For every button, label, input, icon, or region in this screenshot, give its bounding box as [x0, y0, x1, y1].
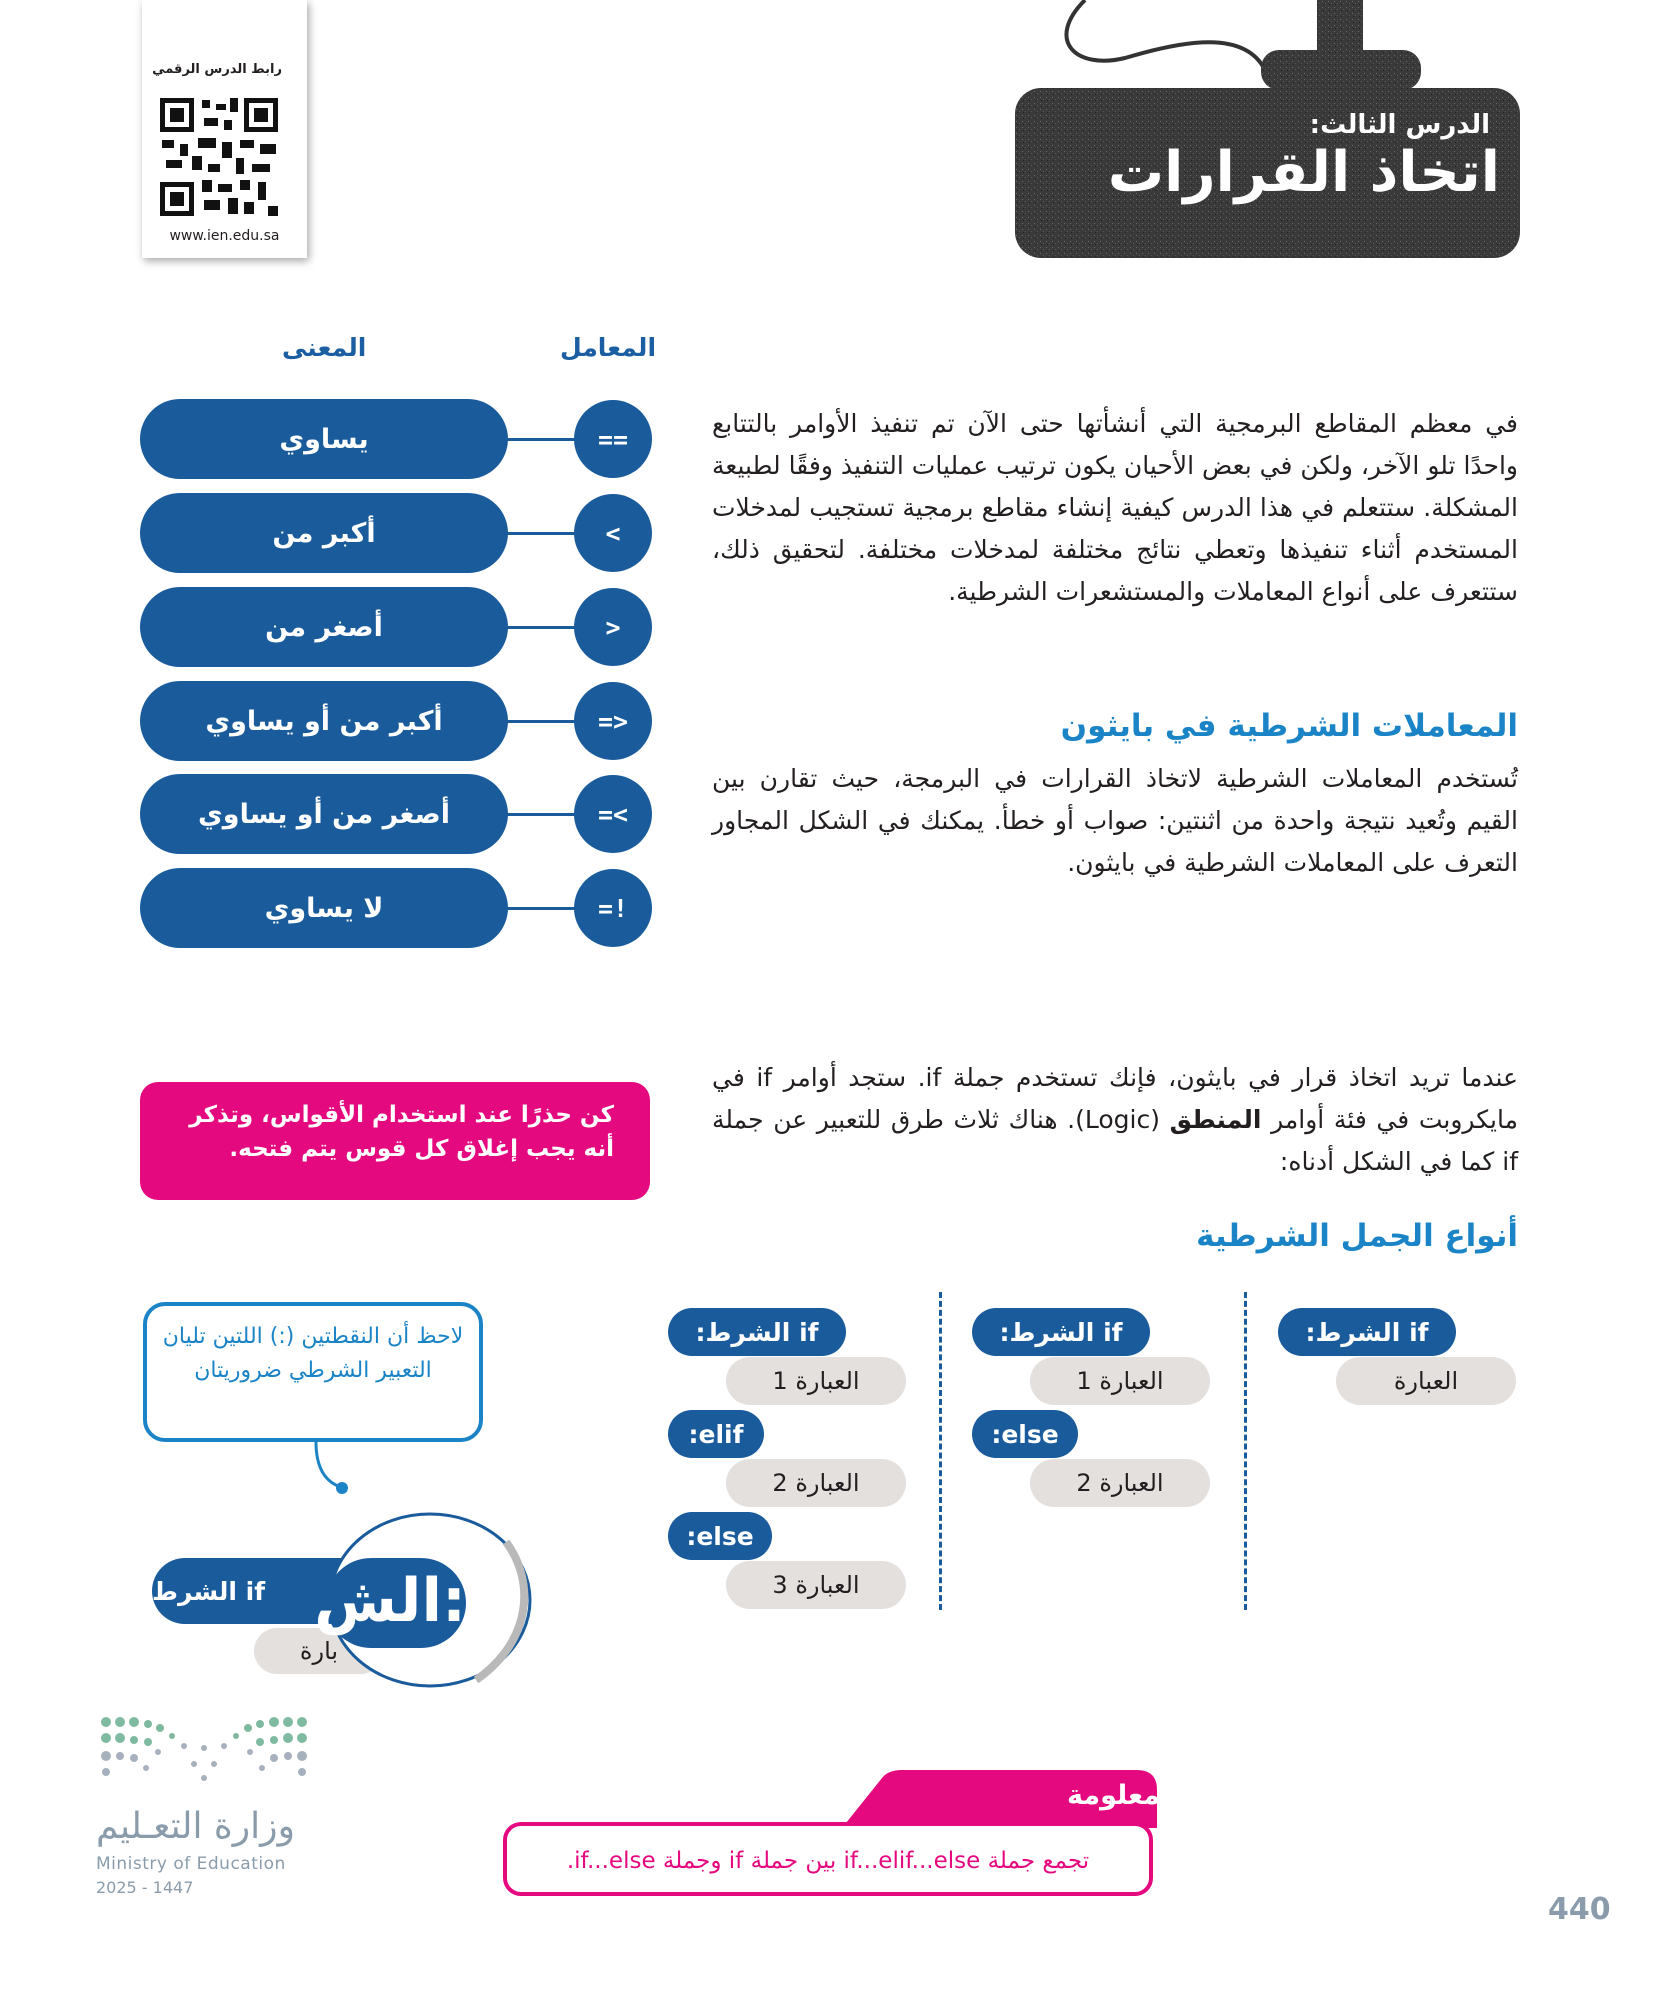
meaning-column-header: المعنى [282, 333, 367, 362]
statement-pill: العبارة 2 [1030, 1459, 1210, 1507]
info-box: تجمع جملة if...elif...else بين جملة if وجملة if...else. [503, 1822, 1153, 1896]
operator-column-header: المعامل [560, 333, 657, 362]
qr-url[interactable]: www.ien.edu.sa [169, 228, 280, 244]
zoom-statement-pill: بارة [254, 1628, 384, 1674]
statement-pill: العبارة 1 [1030, 1357, 1210, 1405]
qr-title: رابط الدرس الرقمي [152, 62, 282, 77]
meaning-pill: أصغر من [140, 587, 508, 667]
connector-line [505, 532, 575, 535]
operator-circle: =! [574, 869, 652, 947]
lesson-label: الدرس الثالث: [1309, 110, 1490, 140]
meaning-pill: أكبر من أو يساوي [140, 681, 508, 761]
ministry-name-arabic: وزارة التعـليم [96, 1806, 295, 1847]
if-statement-paragraph: عندما تريد اتخاذ قرار في بايثون، فإنك تستخدم جملة if. ستجد أوامر if في مايكروبت في فئة أوامر المنطق (Logic). هناك ثلاث طرق للتعبير عن جملة if كما في الشكل أدناه: [712, 1063, 1518, 1176]
logic-category: المنطق [1169, 1105, 1262, 1134]
info-title: معلومة [1067, 1780, 1160, 1811]
connector-line [505, 626, 575, 629]
operator-circle: => [574, 682, 652, 760]
meaning-pill: لا يساوي [140, 868, 508, 948]
meaning-pill: يساوي [140, 399, 508, 479]
statement-pill: العبارة 2 [726, 1459, 906, 1507]
else-label: else: [972, 1410, 1078, 1458]
callout-pointer [300, 1440, 360, 1500]
elif-label: elif: [668, 1410, 764, 1458]
ministry-logo [96, 1708, 312, 1800]
zoomed-colon-text: :الش [314, 1566, 466, 1636]
connector-line [505, 720, 575, 723]
qr-code[interactable] [156, 94, 282, 220]
operator-circle: > [574, 588, 652, 666]
intro-paragraph: في معظم المقاطع البرمجية التي أنشأتها حتى الآن تم تنفيذ الأوامر بالتتابع واحدًا تلو الآخر، ولكن في بعض الأحيان يكون ترتيب عمليات التنفيذ وفقًا لطبيعة المشكلة. ستتعلم في هذا الدرس كيفية إنشاء مقاطع برمجية تستجيب لمدخلات المستخدم أثناء تنفيذها وتعطي نتائج مختلفة لمدخلات مختلفة. لتحقيق ذلك، ستتعرف على أنواع المعاملات والمستشعرات الشرطية. [712, 409, 1518, 606]
ministry-name-english: Ministry of Education [96, 1854, 286, 1874]
ministry-year: 2025 - 1447 [96, 1878, 194, 1897]
column-divider [1244, 1292, 1247, 1610]
lesson-title: اتخاذ القرارات [1107, 140, 1500, 205]
meaning-pill: أصغر من أو يساوي [140, 774, 508, 854]
zoom-if-label: if الشرط [152, 1558, 412, 1624]
if-condition-label: if الشرط: [1278, 1308, 1456, 1356]
meaning-pill: أكبر من [140, 493, 508, 573]
qr-card[interactable] [142, 0, 307, 258]
statement-pill: العبارة 1 [726, 1357, 906, 1405]
section-heading-operators: المعاملات الشرطية في بايثون [1060, 708, 1518, 744]
operator-circle: < [574, 494, 652, 572]
operators-paragraph: تُستخدم المعاملات الشرطية لاتخاذ القرارات في البرمجة، حيث تقارن بين القيم وتُعيد نتيجة واحدة من اثنتين: صواب أو خطأ. يمكنك في الشكل المجاور التعرف على المعاملات الشرطية في بايثون. [712, 764, 1518, 877]
else-label: else: [668, 1512, 772, 1560]
if-condition-label: if الشرط: [668, 1308, 846, 1356]
connector-line [505, 813, 575, 816]
page-number: 440 [1548, 1892, 1611, 1927]
connector-line [505, 438, 575, 441]
brackets-warning-note: كن حذرًا عند استخدام الأقواس، وتذكر أنه يجب إغلاق كل قوس يتم فتحه. [140, 1082, 650, 1200]
statement-pill: العبارة [1336, 1357, 1516, 1405]
column-divider [939, 1292, 942, 1610]
operator-circle: =< [574, 775, 652, 853]
statement-pill: العبارة 3 [726, 1561, 906, 1609]
colon-callout: لاحظ أن النقطتين (:) اللتين تليان التعبير الشرطي ضروريتان [143, 1302, 483, 1442]
section-heading-conditional-types: أنواع الجمل الشرطية [1196, 1218, 1518, 1254]
connector-line [505, 907, 575, 910]
operator-circle: == [574, 400, 652, 478]
if-condition-label: if الشرط: [972, 1308, 1150, 1356]
